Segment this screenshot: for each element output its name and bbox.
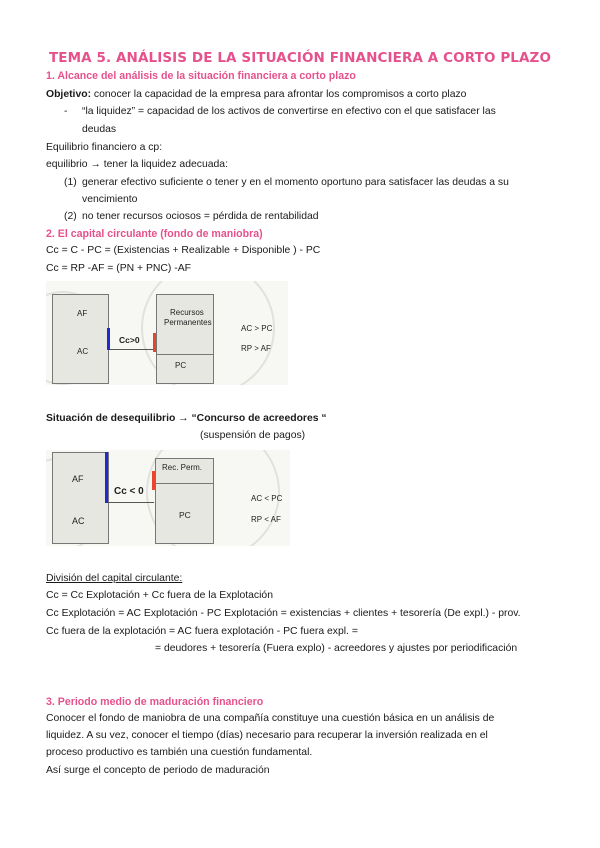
formula-2: Cc = RP -AF = (PN + PNC) -AF [46,263,192,274]
objetivo-label: Objetivo: [46,89,92,100]
equilibrio-cp: Equilibrio financiero a cp: [46,142,163,153]
rp-label: Rec. Perm. [162,463,203,472]
formula-1: Cc = C - PC = (Existencias + Realizable + Disponible ) - PC [46,245,321,256]
section-3-line-2: liquidez. A su vez, conocer el tiempo (días) necesario para recuperar la inversión realizada en el [46,730,488,741]
equilibrio-line: equilibrio → tener la liquidez adecuada: [46,159,228,170]
connector-line [108,502,154,503]
item-1-line-2: vencimiento [82,194,138,205]
cc-negative-label: Cc < 0 [114,486,144,497]
desequilibrio-label: Situación de desequilibrio → “Concurso de acreedores “ [46,413,327,424]
divider-line [156,483,213,484]
condition-2: RP < AF [251,515,281,524]
section-3-heading: 3. Periodo medio de maduración financiero [46,696,264,708]
item-2-text: no tener recursos ociosos = pérdida de rentabilidad [82,211,319,222]
af-label: AF [72,474,84,484]
division-line-2: Cc Explotación = AC Explotación - PC Explotación = existencias + clientes + tesorería (De expl.) - prov. [46,608,521,619]
bullet-line-1: “la liquidez” = capacidad de los activos de convertirse en efectivo con el que satisfacer las [82,106,496,117]
division-line-3: Cc fuera de la explotación = AC fuera explotación - PC fuera expl. = [46,626,358,637]
section-3-line-3: proceso productivo es también una cuestión fundamental. [46,747,313,758]
division-line-1: Cc = Cc Explotación + Cc fuera de la Explotación [46,590,273,601]
section-1-heading: 1. Alcance del análisis de la situación financiera a corto plazo [46,70,356,82]
ac-label: AC [77,347,89,356]
diagram-cc-positive [46,281,288,385]
cc-positive-label: Cc>0 [119,335,140,345]
suspension-label: (suspensión de pagos) [200,430,306,441]
page-title: TEMA 5. ANÁLISIS DE LA SITUACIÓN FINANCIERA A CORTO PLAZO [48,50,552,66]
condition-1: AC < PC [251,494,283,503]
red-bar [152,471,155,490]
bullet-line-2: deudas [82,124,117,135]
section-3-line-1: Conocer el fondo de maniobra de una compañía constituye una cuestión básica en un análisis de [46,713,495,724]
divider-line [157,354,213,355]
rp-label-line-1: Recursos [170,308,204,317]
section-2-heading: 2. El capital circulante (fondo de maniobra) [46,228,263,240]
condition-2: RP > AF [241,344,271,353]
pc-label: PC [179,510,191,520]
af-label: AF [77,309,88,318]
item-2-number: (2) [64,211,77,222]
bullet-dash: - [64,106,68,117]
division-heading: División del capital circulante: [46,573,183,584]
rp-label-line-2: Permanentes [164,318,212,327]
assets-column [52,294,109,384]
blue-bar [105,452,108,503]
division-line-4: = deudores + tesorería (Fuera explo) - acreedores y ajustes por periodificación [155,643,518,654]
red-bar [153,333,156,352]
item-1-number: (1) [64,177,77,188]
item-1-line-1: generar efectivo suficiente o tener y en el momento oportuno para satisfacer las deudas a su [82,177,509,188]
pc-label: PC [175,361,187,370]
ac-label: AC [72,516,85,526]
connector-line [110,349,155,350]
condition-1: AC > PC [241,324,273,333]
objetivo-text: conocer la capacidad de la empresa para afrontar los compromisos a corto plazo [91,89,467,100]
section-3-line-4: Así surge el concepto de periodo de maduración [46,765,270,776]
objetivo-line [46,89,466,100]
blue-bar [107,328,110,350]
diagram-cc-negative [46,450,290,546]
assets-column [52,452,109,544]
